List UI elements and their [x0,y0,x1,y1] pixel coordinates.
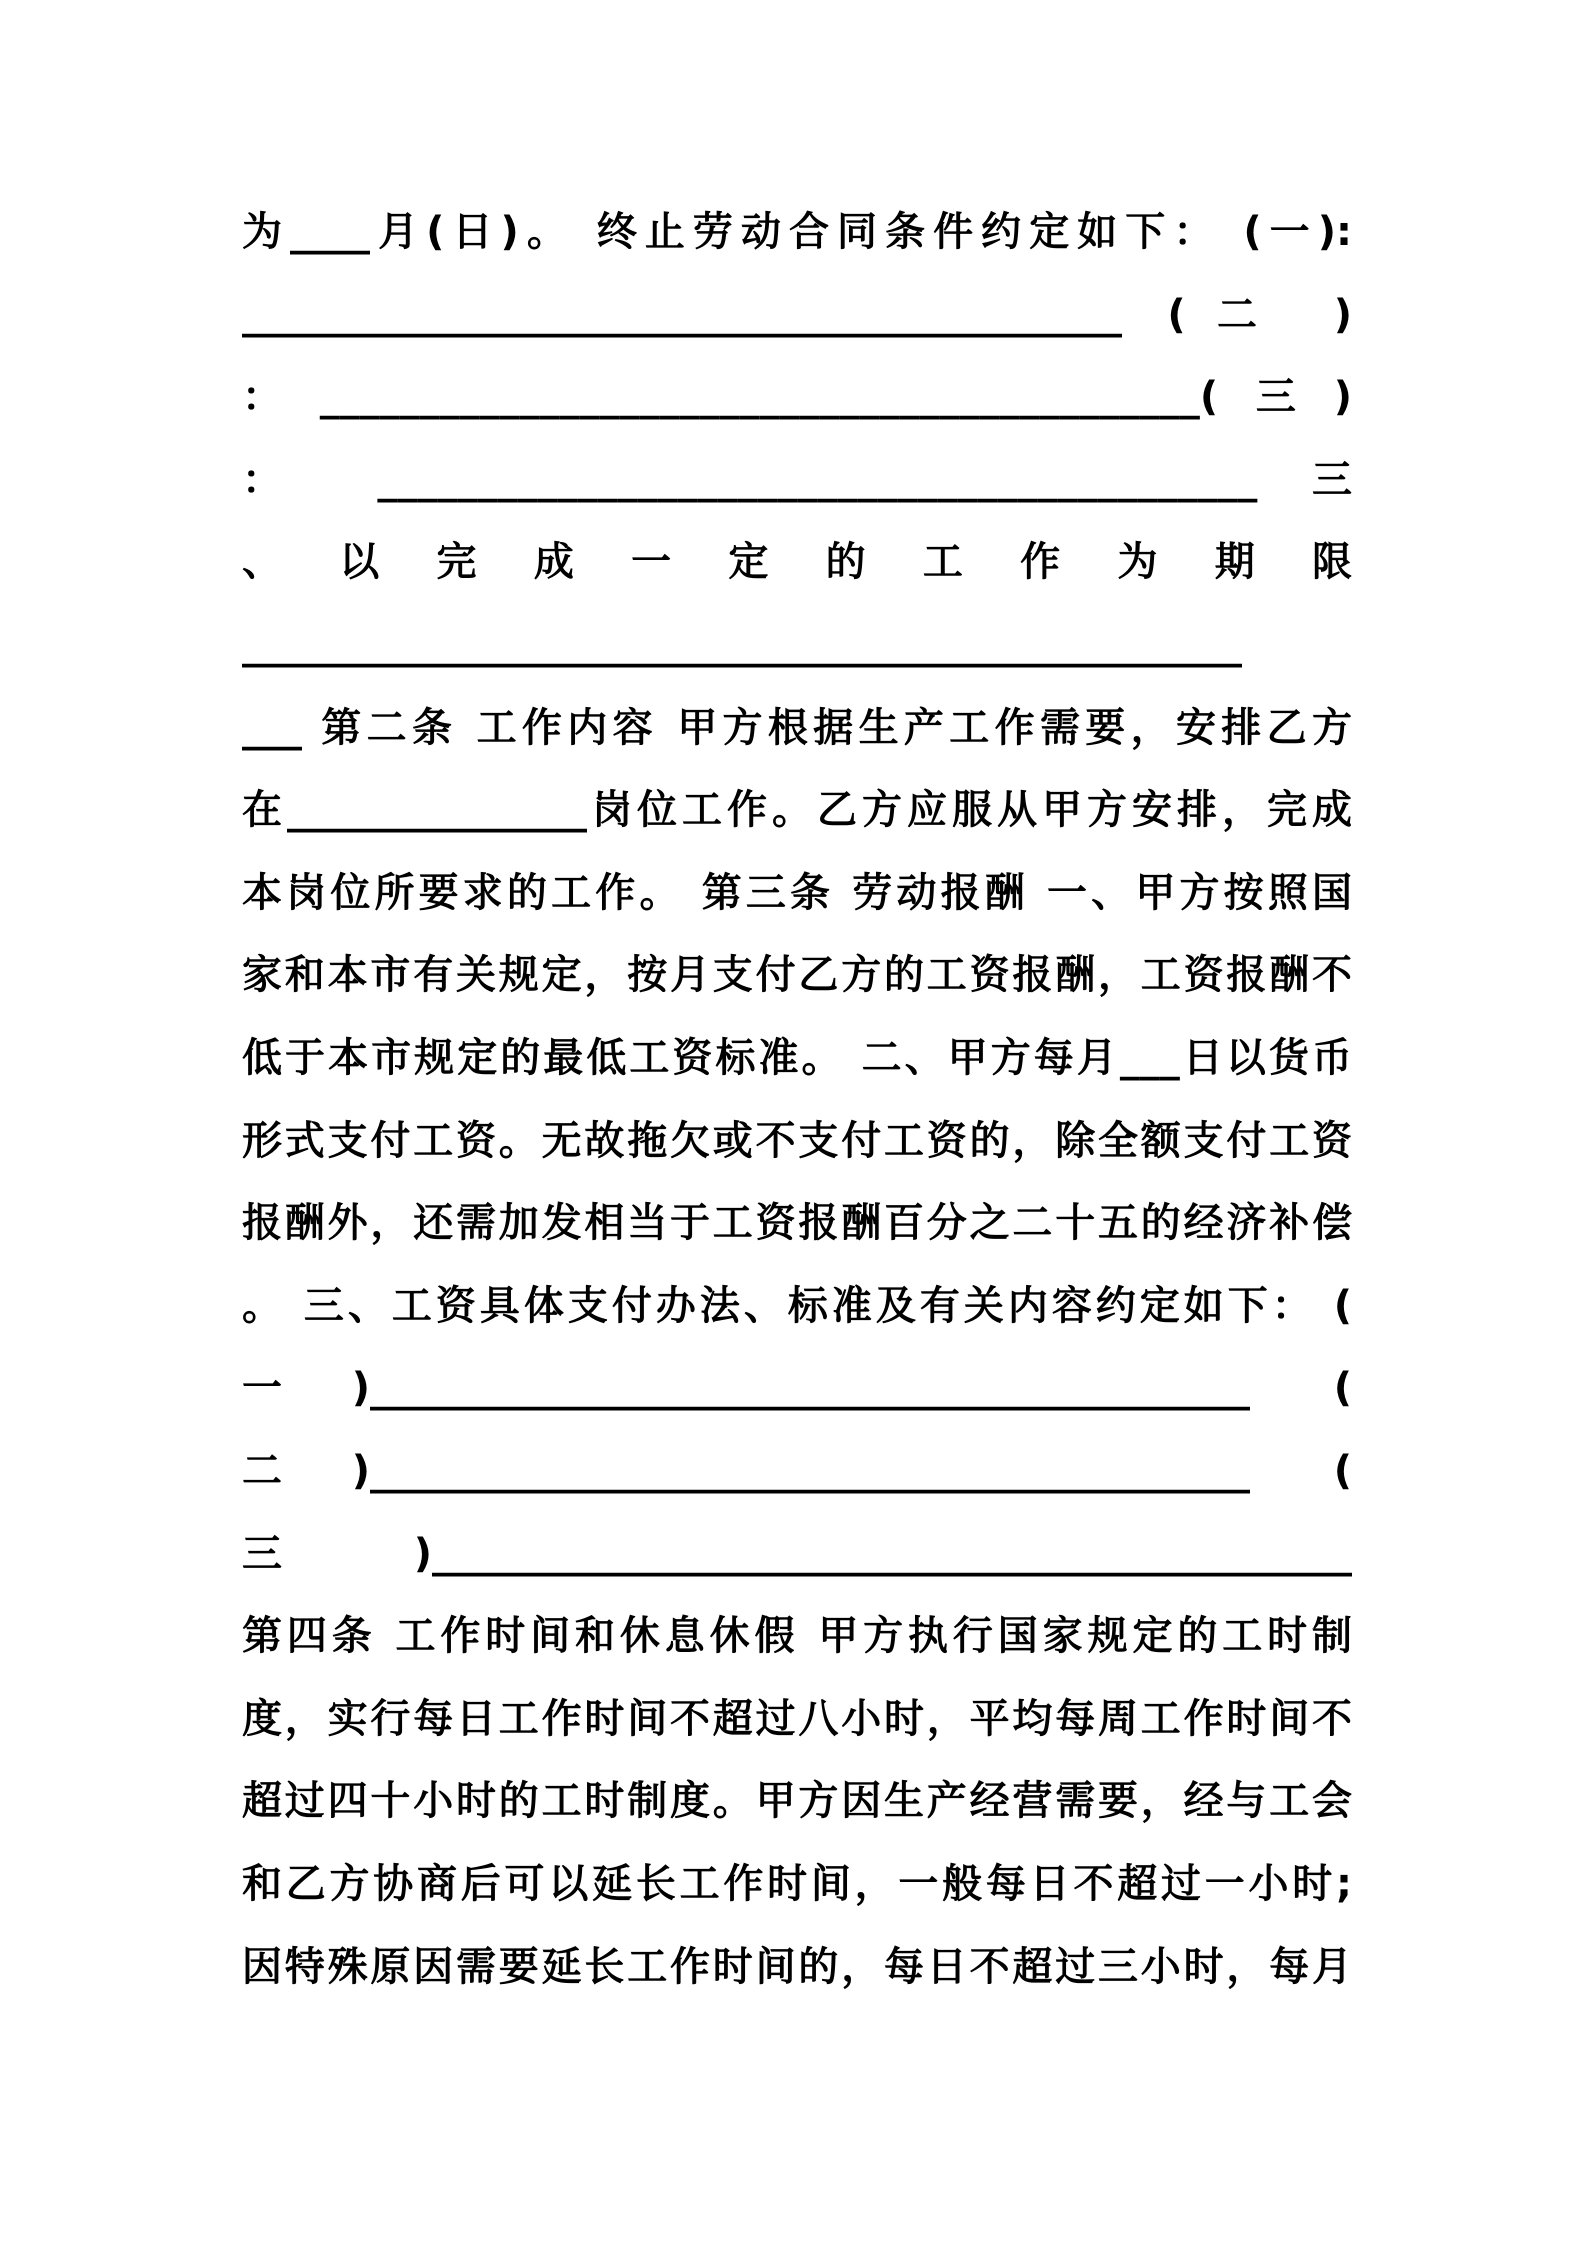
text-line: 、 以 完 成 一 定 的 工 作 为 期 限 [242,539,1352,585]
text-line: 一)____________________________________________ ( [242,1365,1352,1411]
text-line: 因特殊原因需要延长工作时间的，每日不超过三小时，每月 [242,1944,1352,1990]
text-line: 报酬外，还需加发相当于工资报酬百分之二十五的经济补偿 [242,1200,1352,1246]
text-line: 形式支付工资。无故拖欠或不支付工资的，除全额支付工资 [242,1118,1352,1164]
text-line: 二)____________________________________________ ( [242,1448,1352,1494]
text-line: 第四条 工作时间和休息休假 甲方执行国家规定的工时制 [242,1613,1352,1659]
text-line: 低于本市规定的最低工资标准。 二、甲方每月___日以货币 [242,1035,1352,1081]
text-line: 和乙方协商后可以延长工作时间，一般每日不超过一小时; [242,1861,1352,1907]
text-line: 本岗位所要求的工作。 第三条 劳动报酬 一、甲方按照国 [242,870,1352,916]
text-line: ____________________________________________ (二 ) [242,292,1352,338]
text-line: 三 )______________________________________________ [242,1531,1352,1577]
text-line: 为____月(日)。 终止劳动合同条件约定如下： (一): [242,209,1352,255]
text-line: 在_______________岗位工作。乙方应服从甲方安排，完成 [242,787,1352,833]
text-line: ___ 第二条 工作内容 甲方根据生产工作需要，安排乙方 [242,705,1352,751]
text-line: 家和本市有关规定，按月支付乙方的工资报酬，工资报酬不 [242,952,1352,998]
text-line: 度，实行每日工作时间不超过八小时，平均每周工作时间不 [242,1696,1352,1742]
text-line: ： ____________________________________________ 三 [242,457,1352,503]
text-line: __________________________________________________ [242,622,1242,668]
text-line: 。 三、工资具体支付办法、标准及有关内容约定如下： ( [242,1283,1352,1329]
text-line: ：____________________________________________(三) [242,374,1352,420]
text-line: 超过四十小时的工时制度。甲方因生产经营需要，经与工会 [242,1778,1352,1824]
